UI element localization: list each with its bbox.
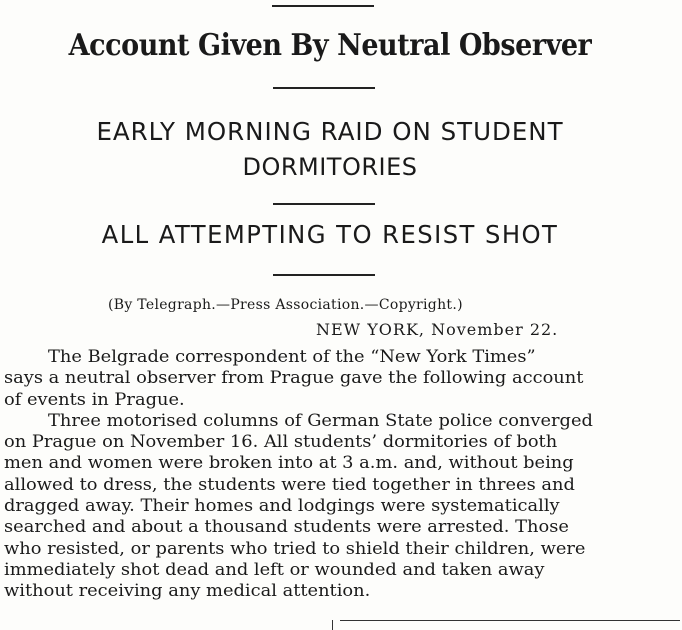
- body-line: says a neutral observer from Prague gave the following account: [4, 368, 584, 388]
- subheadline-line-1: EARLY MORNING RAID ON STUDENT: [96, 117, 564, 146]
- body-line: Three motorised columns of German State police converged: [48, 410, 593, 430]
- body-line: allowed to dress, the students were tied together in threes and: [4, 474, 575, 494]
- body-line: without receiving any medical attention.: [4, 581, 371, 601]
- body-line: The Belgrade correspondent of the “New York Times”: [48, 347, 536, 366]
- headline-rule: [273, 87, 375, 89]
- headline: Account Given By Neutral Observer: [68, 28, 592, 63]
- subheadline-line-2: DORMITORIES: [242, 153, 418, 181]
- body-line: of events in Prague.: [4, 389, 185, 409]
- secondary-subheadline: ALL ATTEMPTING TO RESIST SHOT: [101, 220, 559, 249]
- body-rule: [273, 274, 375, 276]
- wire-credit: (By Telegraph.—Press Association.—Copyright.): [108, 297, 463, 313]
- article-body: [4, 346, 680, 602]
- body-line: searched and about a thousand students were arrested. Those: [4, 517, 569, 537]
- dateline: NEW YORK, November 22.: [316, 320, 559, 339]
- body-line: men and women were broken into at 3 a.m. and, without being: [4, 453, 574, 473]
- body-line: immediately shot dead and left or wounded and taken away: [4, 559, 545, 579]
- body-line: on Prague on November 16. All students’ dormitories of both: [4, 432, 558, 452]
- subheadline-rule: [273, 203, 375, 205]
- body-line: dragged away. Their homes and lodgings were systematically: [4, 496, 560, 516]
- bottom-rule: [340, 620, 680, 621]
- body-line: who resisted, or parents who tried to shield their children, were: [4, 538, 586, 558]
- top-rule: [272, 5, 374, 7]
- column-tick: [332, 620, 333, 630]
